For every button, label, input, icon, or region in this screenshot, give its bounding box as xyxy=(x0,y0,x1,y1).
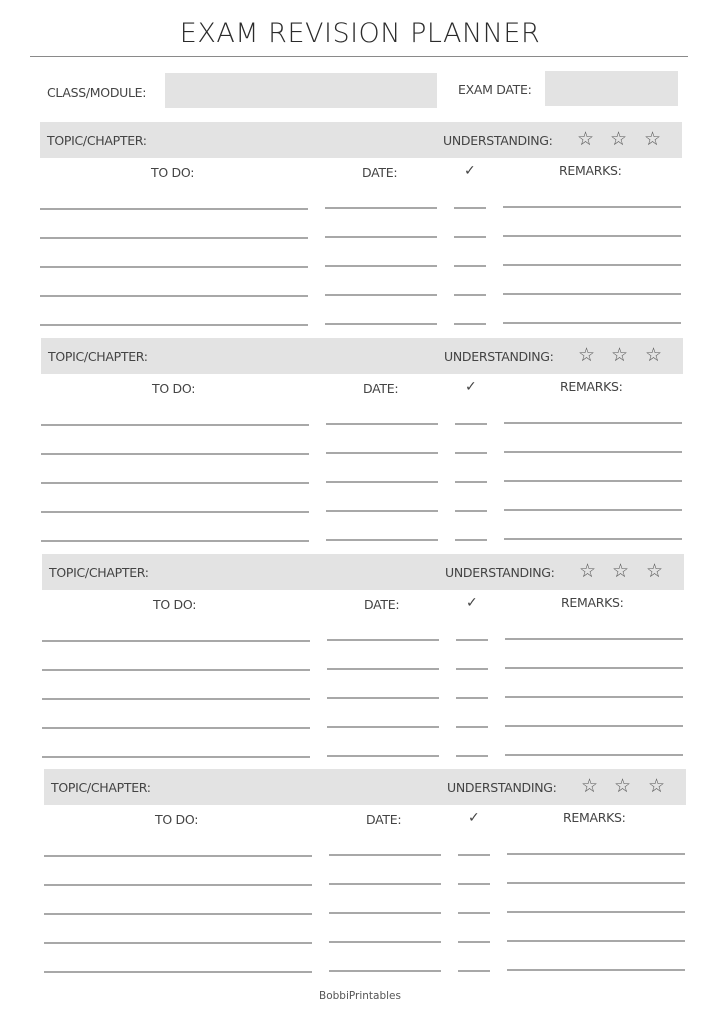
date-line[interactable] xyxy=(326,510,438,512)
date-line[interactable] xyxy=(326,539,438,541)
date-line[interactable] xyxy=(329,970,441,972)
todo-line[interactable] xyxy=(42,756,310,758)
todo-line[interactable] xyxy=(42,640,310,642)
remarks-line[interactable] xyxy=(505,696,683,698)
remarks-line[interactable] xyxy=(503,264,681,266)
remarks-line[interactable] xyxy=(505,754,683,756)
footer-brand: BobbiPrintables xyxy=(319,990,401,1002)
todo-line[interactable] xyxy=(42,669,310,671)
topic-section xyxy=(42,554,684,764)
check-line[interactable] xyxy=(458,941,490,943)
remarks-line[interactable] xyxy=(504,422,682,424)
date-line[interactable] xyxy=(329,912,441,914)
todo-line[interactable] xyxy=(40,237,308,239)
topic-header-bar[interactable] xyxy=(42,554,684,590)
remarks-column-header: REMARKS: xyxy=(559,163,622,178)
date-line[interactable] xyxy=(325,236,437,238)
todo-line[interactable] xyxy=(42,698,310,700)
remarks-line[interactable] xyxy=(507,911,685,913)
check-line[interactable] xyxy=(455,539,487,541)
star-rating-icon[interactable]: ☆ xyxy=(614,775,632,797)
todo-line[interactable] xyxy=(40,295,308,297)
check-line[interactable] xyxy=(458,854,490,856)
check-line[interactable] xyxy=(454,207,486,209)
check-line[interactable] xyxy=(455,423,487,425)
todo-line[interactable] xyxy=(41,482,309,484)
remarks-line[interactable] xyxy=(507,853,685,855)
date-column-header: DATE: xyxy=(366,812,402,827)
topic-chapter-label: TOPIC/CHAPTER: xyxy=(47,133,147,148)
title-divider xyxy=(30,56,688,57)
check-column-icon: ✓ xyxy=(468,810,480,826)
date-line[interactable] xyxy=(327,726,439,728)
check-line[interactable] xyxy=(456,726,488,728)
date-line[interactable] xyxy=(325,323,437,325)
date-line[interactable] xyxy=(325,265,437,267)
class-module-label: CLASS/MODULE: xyxy=(47,85,147,100)
remarks-line[interactable] xyxy=(503,322,681,324)
date-line[interactable] xyxy=(329,941,441,943)
date-line[interactable] xyxy=(325,294,437,296)
date-line[interactable] xyxy=(326,452,438,454)
understanding-label: UNDERSTANDING: xyxy=(443,133,553,148)
check-line[interactable] xyxy=(456,697,488,699)
date-line[interactable] xyxy=(327,668,439,670)
remarks-line[interactable] xyxy=(503,235,681,237)
remarks-line[interactable] xyxy=(507,969,685,971)
todo-line[interactable] xyxy=(42,727,310,729)
date-column-header: DATE: xyxy=(363,381,399,396)
topic-section xyxy=(40,122,682,332)
remarks-column-header: REMARKS: xyxy=(560,379,623,394)
todo-column-header: TO DO: xyxy=(151,165,195,180)
topic-chapter-label: TOPIC/CHAPTER: xyxy=(51,780,151,795)
remarks-line[interactable] xyxy=(504,538,682,540)
remarks-line[interactable] xyxy=(503,206,681,208)
exam-date-field[interactable] xyxy=(545,71,678,106)
check-line[interactable] xyxy=(458,883,490,885)
date-line[interactable] xyxy=(327,639,439,641)
date-line[interactable] xyxy=(327,697,439,699)
remarks-column-header: REMARKS: xyxy=(563,810,626,825)
star-rating-icon[interactable]: ☆ xyxy=(648,775,666,797)
date-column-header: DATE: xyxy=(362,165,398,180)
understanding-label: UNDERSTANDING: xyxy=(447,780,557,795)
todo-line[interactable] xyxy=(41,453,309,455)
check-line[interactable] xyxy=(456,755,488,757)
star-rating-icon[interactable]: ☆ xyxy=(646,560,664,582)
check-line[interactable] xyxy=(454,236,486,238)
date-line[interactable] xyxy=(326,423,438,425)
star-rating-icon[interactable]: ☆ xyxy=(644,128,662,150)
todo-column-header: TO DO: xyxy=(153,597,197,612)
todo-column-header: TO DO: xyxy=(155,812,199,827)
star-rating-icon[interactable]: ☆ xyxy=(581,775,599,797)
check-line[interactable] xyxy=(455,452,487,454)
todo-line[interactable] xyxy=(44,855,312,857)
check-line[interactable] xyxy=(458,970,490,972)
date-line[interactable] xyxy=(325,207,437,209)
star-rating-icon[interactable]: ☆ xyxy=(579,560,597,582)
topic-section xyxy=(41,338,683,548)
check-line[interactable] xyxy=(454,265,486,267)
date-line[interactable] xyxy=(326,481,438,483)
remarks-line[interactable] xyxy=(507,940,685,942)
todo-line[interactable] xyxy=(41,540,309,542)
date-line[interactable] xyxy=(327,755,439,757)
remarks-line[interactable] xyxy=(504,509,682,511)
topic-chapter-label: TOPIC/CHAPTER: xyxy=(48,349,148,364)
understanding-label: UNDERSTANDING: xyxy=(445,565,555,580)
remarks-line[interactable] xyxy=(507,882,685,884)
remarks-line[interactable] xyxy=(505,638,683,640)
star-rating-icon[interactable]: ☆ xyxy=(610,128,628,150)
todo-line[interactable] xyxy=(40,266,308,268)
star-rating-icon[interactable]: ☆ xyxy=(578,344,596,366)
understanding-label: UNDERSTANDING: xyxy=(444,349,554,364)
todo-line[interactable] xyxy=(41,511,309,513)
todo-line[interactable] xyxy=(40,324,308,326)
date-line[interactable] xyxy=(329,854,441,856)
check-line[interactable] xyxy=(454,323,486,325)
todo-column-header: TO DO: xyxy=(152,381,196,396)
remarks-line[interactable] xyxy=(505,725,683,727)
star-rating-icon[interactable]: ☆ xyxy=(612,560,630,582)
check-line[interactable] xyxy=(456,668,488,670)
todo-line[interactable] xyxy=(44,884,312,886)
date-line[interactable] xyxy=(329,883,441,885)
remarks-line[interactable] xyxy=(503,293,681,295)
topic-header-bar[interactable] xyxy=(41,338,683,374)
page-title: EXAM REVISION PLANNER xyxy=(179,18,541,49)
check-line[interactable] xyxy=(454,294,486,296)
star-rating-icon[interactable]: ☆ xyxy=(611,344,629,366)
star-rating-icon[interactable]: ☆ xyxy=(577,128,595,150)
todo-line[interactable] xyxy=(44,942,312,944)
topic-chapter-label: TOPIC/CHAPTER: xyxy=(49,565,149,580)
check-line[interactable] xyxy=(455,481,487,483)
topic-header-bar[interactable] xyxy=(44,769,686,805)
topic-section xyxy=(44,769,686,979)
check-column-icon: ✓ xyxy=(466,595,478,611)
remarks-column-header: REMARKS: xyxy=(561,595,624,610)
todo-line[interactable] xyxy=(44,913,312,915)
todo-line[interactable] xyxy=(44,971,312,973)
check-line[interactable] xyxy=(456,639,488,641)
check-column-icon: ✓ xyxy=(464,163,476,179)
todo-line[interactable] xyxy=(41,424,309,426)
class-module-field[interactable] xyxy=(165,73,437,108)
check-column-icon: ✓ xyxy=(465,379,477,395)
exam-date-label: EXAM DATE: xyxy=(458,82,532,97)
remarks-line[interactable] xyxy=(504,480,682,482)
date-column-header: DATE: xyxy=(364,597,400,612)
remarks-line[interactable] xyxy=(504,451,682,453)
check-line[interactable] xyxy=(458,912,490,914)
check-line[interactable] xyxy=(455,510,487,512)
star-rating-icon[interactable]: ☆ xyxy=(645,344,663,366)
todo-line[interactable] xyxy=(40,208,308,210)
topic-header-bar[interactable] xyxy=(40,122,682,158)
remarks-line[interactable] xyxy=(505,667,683,669)
